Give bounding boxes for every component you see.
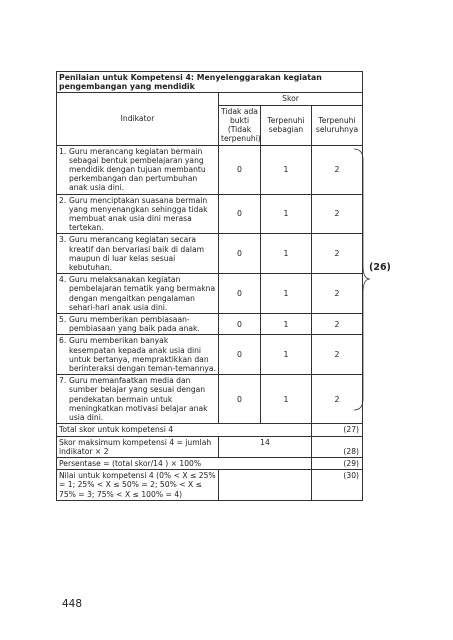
indicator-row <box>57 194 363 234</box>
right-brace-icon <box>353 148 373 411</box>
score-tidak-ada-bukti: 0 <box>219 274 261 314</box>
max-score-row <box>57 436 363 457</box>
indicator-number: 6. <box>59 336 67 346</box>
page-number: 448 <box>62 598 83 610</box>
indicator-row <box>57 274 363 314</box>
score-terpenuhi-sebagian: 1 <box>261 234 312 274</box>
max-score-code: (28) <box>312 436 363 457</box>
indicator-row <box>57 335 363 375</box>
score-terpenuhi-sebagian: 1 <box>261 335 312 375</box>
total-score-row <box>57 424 363 436</box>
indicator-text: Guru merancang kegiatan secara kreatif dan bervariasi baik di dalam maupun di luar kelas sesuai kebutuhan. <box>69 235 205 273</box>
max-score-label: Skor maksimum kompetensi 4 = jumlah indikator × 2 <box>57 436 219 457</box>
total-score-code: (27) <box>312 424 363 436</box>
header-row-skor <box>57 93 363 105</box>
indicator-text-cell <box>57 145 219 194</box>
percentage-row <box>57 457 363 469</box>
indicator-text: Guru melaksanakan kegiatan pembelajaran tematik yang bermakna dengan mengaitkan pengalaman sehari-hari anak usia dini. <box>69 275 216 312</box>
indicator-row <box>57 375 363 424</box>
score-terpenuhi-seluruhnya: 2 <box>312 375 363 424</box>
score-terpenuhi-seluruhnya: 2 <box>312 335 363 375</box>
score-tidak-ada-bukti: 0 <box>219 194 261 234</box>
indicator-text-cell <box>57 335 219 375</box>
max-score-value: 14 <box>219 436 312 457</box>
score-tidak-ada-bukti: 0 <box>219 335 261 375</box>
indicator-text-cell <box>57 375 219 424</box>
score-terpenuhi-sebagian: 1 <box>261 145 312 194</box>
indicator-text-cell <box>57 274 219 314</box>
table-title: Penilaian untuk Kompetensi 4: Menyelenggarakan kegiatan pengembangan yang mendidik <box>57 72 363 93</box>
nilai-label: Nilai untuk kompetensi 4 (0% < X ≤ 25% = 1; 25% < X ≤ 50% = 2; 50% < X ≤ 75% = 3; 75% < X ≤ 100% = 4) <box>57 470 219 501</box>
score-terpenuhi-sebagian: 1 <box>261 274 312 314</box>
score-terpenuhi-sebagian: 1 <box>261 375 312 424</box>
indicator-number: 7. <box>59 376 67 386</box>
percentage-code: (29) <box>312 457 363 469</box>
score-terpenuhi-seluruhnya: 2 <box>312 194 363 234</box>
indicator-text: Guru memberikan pembiasaan-pembiasaan yang baik pada anak. <box>69 315 200 334</box>
indicator-number: 5. <box>59 315 67 325</box>
total-score-label: Total skor untuk kompetensi 4 <box>57 424 312 436</box>
indicator-text: Guru merancang kegiatan bermain sebagai bentuk pembelajaran yang mendidik dengan tujuan membantu perkembangan dan pertumbuhan anak usia dini. <box>69 146 206 193</box>
header-terpenuhi-seluruhnya: Terpenuhi seluruhnya <box>312 105 363 145</box>
indicator-text-cell <box>57 234 219 274</box>
table-title-row <box>57 72 363 93</box>
indicator-text: Guru memanfaatkan media dan sumber belajar yang sesuai dengan pendekatan bermain untuk meningkatkan motivasi belajar anak usia dini. <box>69 376 208 423</box>
indicator-number: 2. <box>59 195 67 205</box>
indicator-number: 1. <box>59 146 67 156</box>
score-terpenuhi-sebagian: 1 <box>261 314 312 335</box>
header-skor: Skor <box>219 93 363 105</box>
indicator-text-cell <box>57 314 219 335</box>
header-terpenuhi-sebagian: Terpenuhi sebagian <box>261 105 312 145</box>
score-terpenuhi-seluruhnya: 2 <box>312 145 363 194</box>
indicator-number: 3. <box>59 235 67 245</box>
score-terpenuhi-seluruhnya: 2 <box>312 314 363 335</box>
indicator-row <box>57 145 363 194</box>
indicator-text: Guru memberikan banyak kesempatan kepada anak usia dini untuk bertanya, mempraktikkan dan berinteraksi dengan teman-temannya. <box>69 336 216 374</box>
score-terpenuhi-seluruhnya: 2 <box>312 234 363 274</box>
header-tidak-ada-bukti: Tidak ada bukti (Tidak terpenuhi) <box>219 105 261 145</box>
indicator-row <box>57 314 363 335</box>
nilai-row <box>57 470 363 501</box>
indicator-text: Guru menciptakan suasana bermain yang menyenangkan sehingga tidak membuat anak usia dini merasa tertekan. <box>69 195 208 233</box>
score-tidak-ada-bukti: 0 <box>219 234 261 274</box>
indicator-number: 4. <box>59 275 67 285</box>
score-terpenuhi-seluruhnya: 2 <box>312 274 363 314</box>
competency-assessment-table <box>56 71 363 501</box>
brace-label: (26) <box>369 262 391 273</box>
header-indikator: Indikator <box>57 93 219 145</box>
indicator-row <box>57 234 363 274</box>
score-terpenuhi-sebagian: 1 <box>261 194 312 234</box>
nilai-code: (30) <box>312 470 363 501</box>
score-tidak-ada-bukti: 0 <box>219 145 261 194</box>
percentage-label: Persentase = (total skor/14 ) × 100% <box>57 457 312 469</box>
indicator-text-cell <box>57 194 219 234</box>
score-tidak-ada-bukti: 0 <box>219 314 261 335</box>
nilai-empty-cell <box>219 470 312 501</box>
score-tidak-ada-bukti: 0 <box>219 375 261 424</box>
